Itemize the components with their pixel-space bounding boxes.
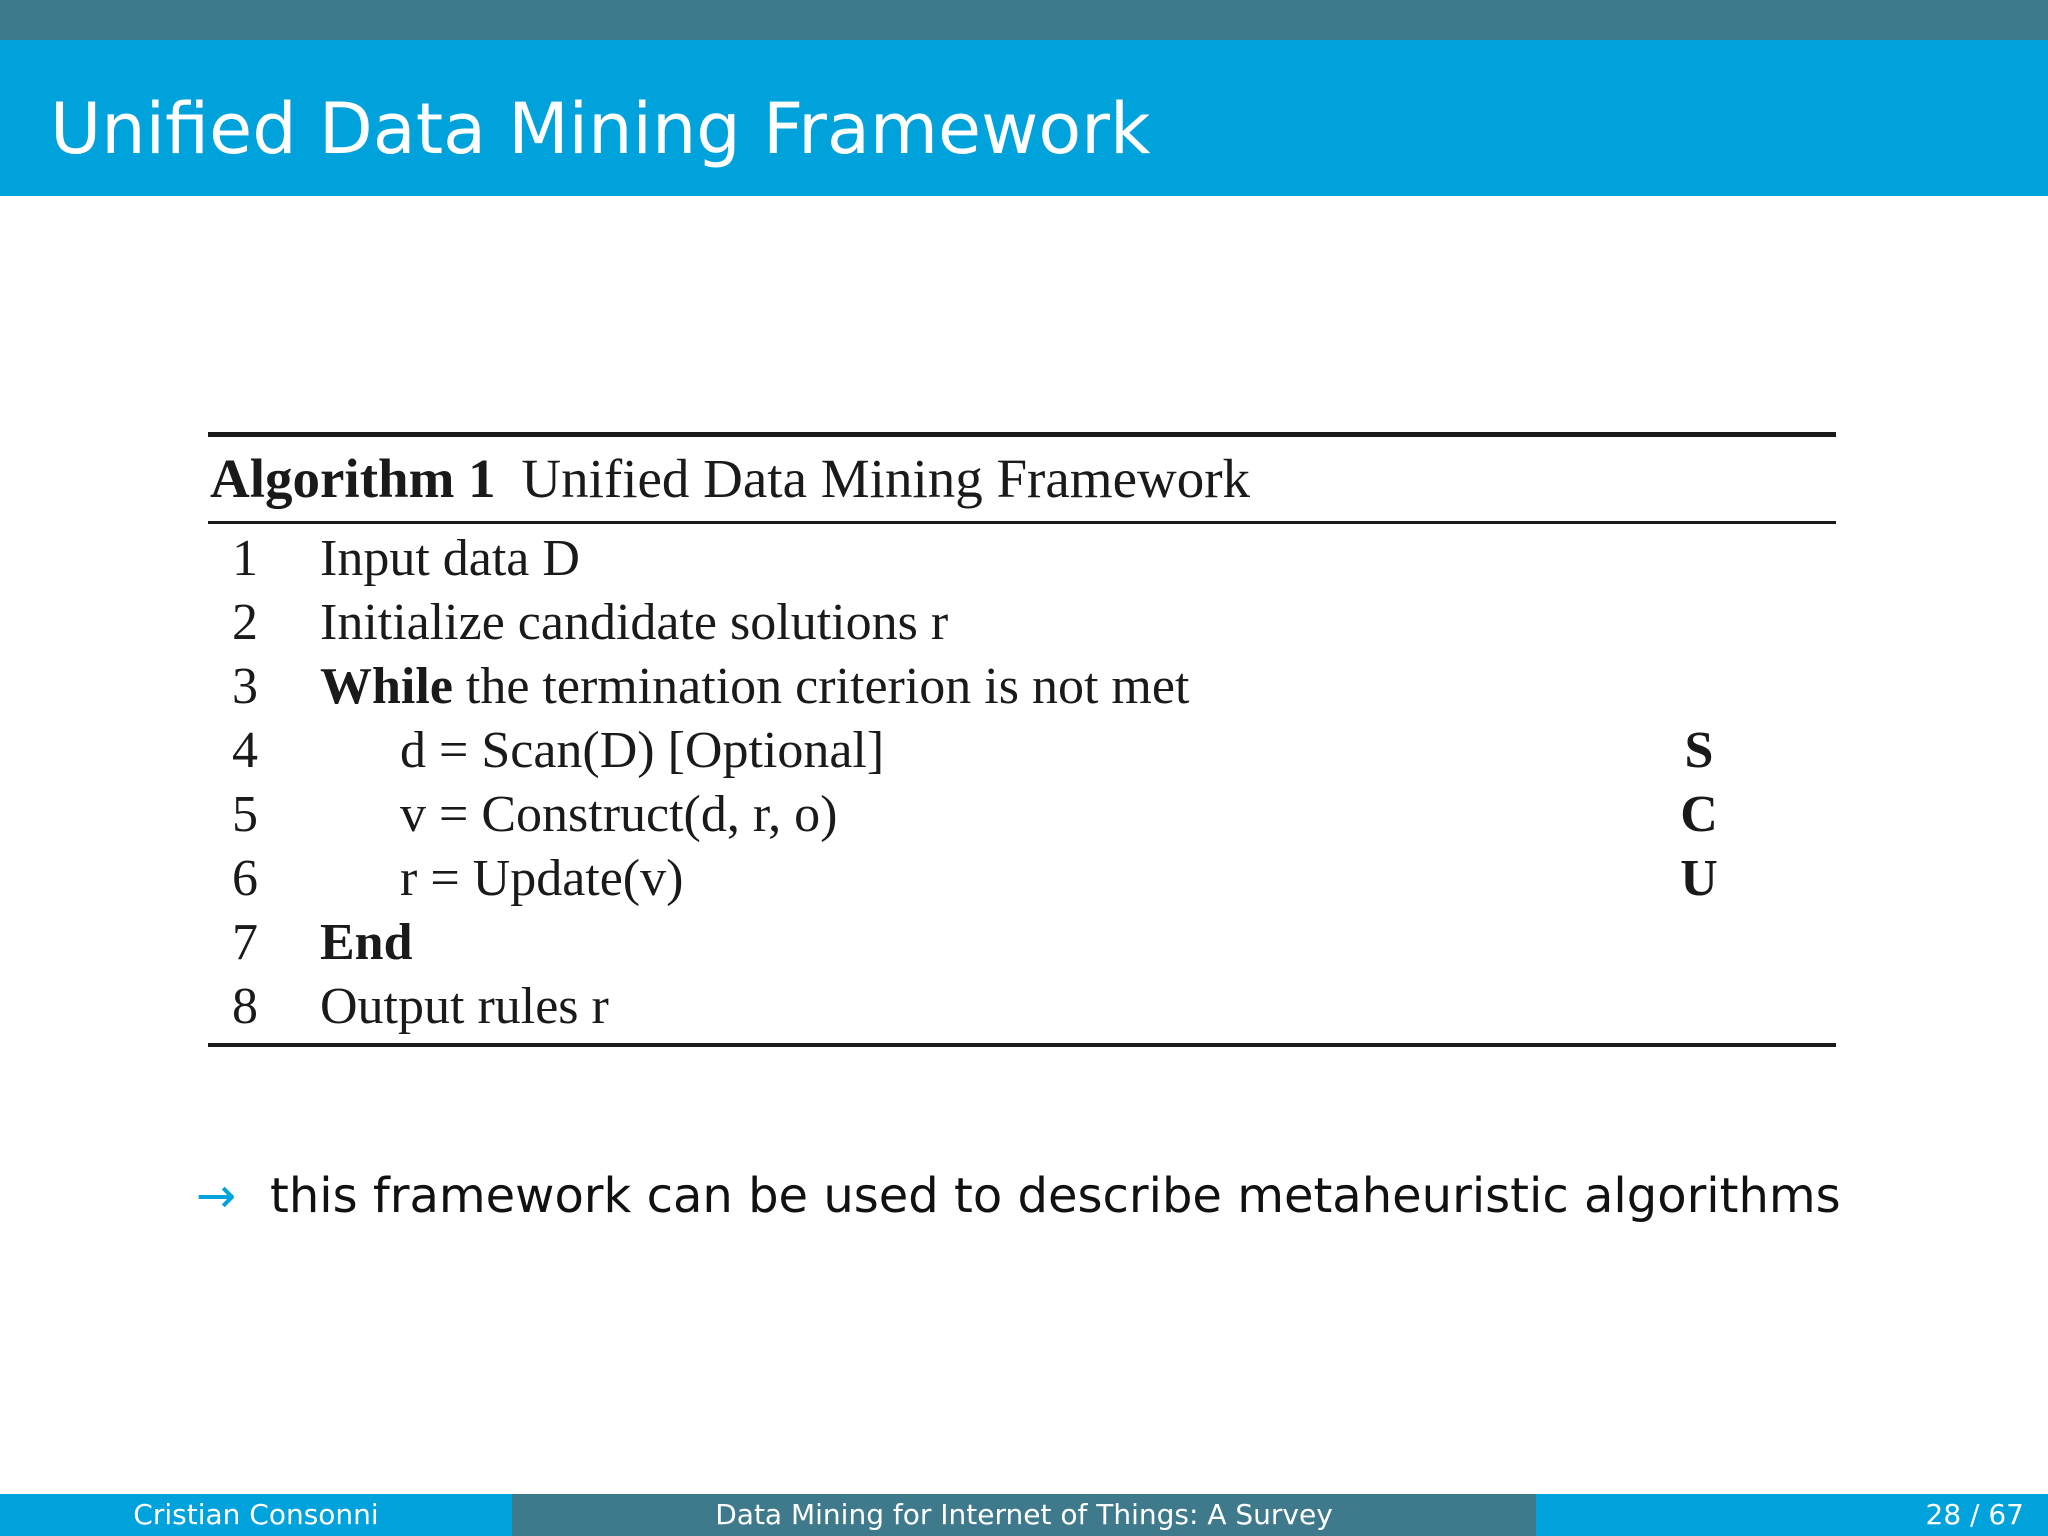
line-number: 2 xyxy=(232,594,258,651)
right-arrow-icon: → xyxy=(195,1168,237,1224)
algorithm-line xyxy=(208,591,1836,655)
line-number: 6 xyxy=(232,850,258,907)
footer xyxy=(0,1494,2048,1536)
algorithm-label: Algorithm xyxy=(210,448,455,509)
note-line xyxy=(186,1160,1841,1232)
slide-title: Unified Data Mining Framework xyxy=(50,88,1151,170)
algorithm-line xyxy=(208,655,1836,719)
algorithm-line xyxy=(208,527,1836,591)
line-text: Output rules r xyxy=(320,978,609,1035)
line-number: 1 xyxy=(232,530,258,587)
line-number: 7 xyxy=(232,914,258,971)
line-text: d = Scan(D) [Optional] xyxy=(400,722,885,779)
footer-author: Cristian Consonni xyxy=(0,1494,512,1536)
line-text: End xyxy=(320,914,413,971)
line-tag: S xyxy=(1684,722,1714,779)
line-number: 3 xyxy=(232,658,258,715)
footer-page-number xyxy=(1536,1494,2048,1536)
footer-talk-title: Data Mining for Internet of Things: A Survey xyxy=(512,1494,1536,1536)
line-text: While the termination criterion is not met xyxy=(320,658,1190,715)
algorithm-line xyxy=(208,719,1836,783)
line-text: v = Construct(d, r, o) xyxy=(400,786,838,843)
line-number: 4 xyxy=(232,722,258,779)
top-rule xyxy=(208,432,1836,437)
algorithm-number: 1 xyxy=(468,448,496,509)
algorithm-name: Unified Data Mining Framework xyxy=(521,448,1251,509)
algorithm-line xyxy=(208,975,1836,1039)
line-text: Input data D xyxy=(320,530,580,587)
algorithm-line xyxy=(208,847,1836,911)
algorithm-line xyxy=(208,911,1836,975)
header-rule xyxy=(208,521,1836,524)
algorithm-header xyxy=(210,444,1250,514)
algorithm-box xyxy=(208,432,1836,1048)
bottom-rule xyxy=(208,1043,1836,1047)
line-tag: U xyxy=(1680,850,1718,907)
line-text: r = Update(v) xyxy=(400,850,684,907)
line-number: 8 xyxy=(232,978,258,1035)
line-tag: C xyxy=(1680,786,1718,843)
algorithm-line xyxy=(208,783,1836,847)
line-text: Initialize candidate solutions r xyxy=(320,594,949,651)
top-strip xyxy=(0,0,2048,40)
line-number: 5 xyxy=(232,786,258,843)
page-number-text: 28 / 67 xyxy=(1925,1498,2024,1531)
note-text: this framework can be used to describe metaheuristic algorithms xyxy=(270,1168,1841,1224)
